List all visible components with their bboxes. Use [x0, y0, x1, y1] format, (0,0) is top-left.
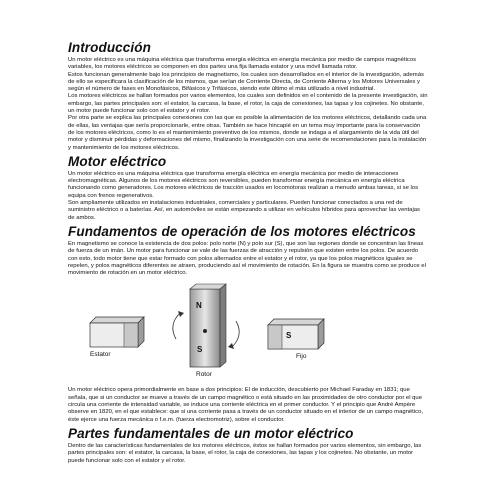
document-page: [68, 40, 428, 465]
fixed-label: Fijo: [296, 353, 307, 361]
fundamentos-paragraph-1: En magnetismo se conoce la existencia de dos polos: polo norte (N) y polo sur (S), que son las regiones donde se concentran las líneas de fuerza de un imán. Un motor para funcionar se vale de las fuerzas de atracción y repulsión que existen entre los polos. De acuerdo con esto, todo motor tiene que estar formado con polos alternados entre el estator y el rotor, ya que los polos magnéticos iguales se repelen, y polos magnéticos diferentes se atraen, produciendo así el movimiento de rotación. En la figura se muestra como se produce el movimiento de rotación en un motor eléctrico.: [68, 240, 426, 277]
motor-paragraph-1: Un motor eléctrico es una máquina eléctrica que transforma energía eléctrica en energía mecánica por medio de interacciones electromagnéticas. Algunos de los motores eléctricos son reversibles, pueden transformar energía mecánica en energía eléctrica funcionando como generadores. Los motores eléctricos de tracción usados en locomotoras realizan a menudo ambas tareas, si se los equipa con frenos regenerativos.: [68, 170, 419, 199]
intro-paragraph-1: Un motor eléctrico es una máquina eléctrica que transforma energía eléctrica en energía mecánica por medio de campos magnéticos variables, los motores eléctricos se componen en dos partes una fija llamada estator y una móvil llamada rotor.: [68, 57, 417, 71]
rotation-arrow-left-icon: [173, 313, 180, 339]
partes-paragraph-1: Dentro de las características fundamentales de los motores eléctricos, éstos se hallan formados por varios elementos, sin embargo, las partes principales son: el estator, la carcasa, la base, el rotor, la caja de conexiones, las tapas y los cojinetes. No obstante, un motor puede funcionar solo con el estator y el rotor.: [68, 442, 422, 464]
rotor-magnet: [190, 284, 226, 367]
heading-partes-fundamentales: Partes fundamentales de un motor eléctrico: [68, 425, 354, 441]
stator-block: [90, 317, 144, 347]
motor-rotation-figure: [68, 281, 428, 381]
magnet-diagram: [68, 281, 368, 381]
intro-paragraph-3: Los motores eléctricos se hallan formados por varios elementos, los cuales son definidos en el contenido de la presente investigación, sin embargo, las partes principales son: el estator, la carcasa, la base, el rotor, la caja de conexiones, las tapas y los cojinetes. No obstante, un motor puede funcionar solo con el estator y el rotor.: [68, 93, 428, 115]
heading-introduccion: Introducción: [68, 40, 151, 55]
principles-paragraph: Un motor eléctrico opera primordialmente en base a dos principios: El de inducción, descubierto por Michael Faraday en 1831; que señala, que si un conductor se mueve a través de un campo magnético o está situado en las proximidades de otro conductor por el que circula una corriente de intensidad variable, se induce una corriente eléctrica en el primer conductor. Y el principio que André Ampère observe en 1820, en el que establece: que si una corriente pasa a través de un conductor situado en el interior de un campo magnético, éste ejerce una fuerza mecánica o f.e.m. (fuerza electromotriz), sobre el conductor.: [68, 387, 423, 423]
rotor-pole-n: N: [196, 301, 202, 311]
fixed-pole-s: S: [286, 331, 292, 341]
rotor-pole-s: S: [197, 345, 203, 355]
fixed-block: [268, 319, 324, 349]
stator-label: Estator: [90, 351, 111, 359]
heading-fundamentos: Fundamentos de operación de los motores eléctricos: [68, 223, 416, 239]
rotor-label: Rotor: [196, 371, 212, 379]
motor-paragraph-2: Son ampliamente utilizados en instalaciones industriales, comerciales y particulares. Pueden funcionar conectados a una red de suministro eléctrico o a baterías. Así, en automóviles se están empezando a utilizar en vehículos híbridos para aprovechar las ventajas de ambos.: [68, 200, 420, 221]
heading-motor-electrico: Motor eléctrico: [68, 153, 167, 169]
intro-paragraph-2: Estos funcionan generalmente bajo los principios de magnetismo, los cuales son desarrollados en el interior de la investigación, además de ello se especificara la clasificación de los mismos, que serían de Corriente Directa, de Corriente Alterna y los Motores Universales y según el número de fases en Monofásicos, Bifásicos y Trifásicos, siendo este último el más utilizado a nivel industrial.: [68, 71, 424, 93]
rotation-arrow-right-icon: [232, 321, 239, 347]
intro-paragraph-4: Por otra parte se explica las principales conexiones con las que es posible la alimentación de los motores eléctricos, detallando cada una de ellas, las ventajas que sería proporcionarle, entre otras. También se hace hincapié en un tema muy importante para la conservación de los motores eléctricos, como lo es el mantenimiento preventivo de los mismos, donde se indaga a el alargamiento de la vida útil del motor y disminuir pérdidas y deformaciones del mismo, finalizando la investigación con una serie de recomendaciones para la instalación y mantenimiento de los motores eléctricos.: [68, 115, 427, 151]
